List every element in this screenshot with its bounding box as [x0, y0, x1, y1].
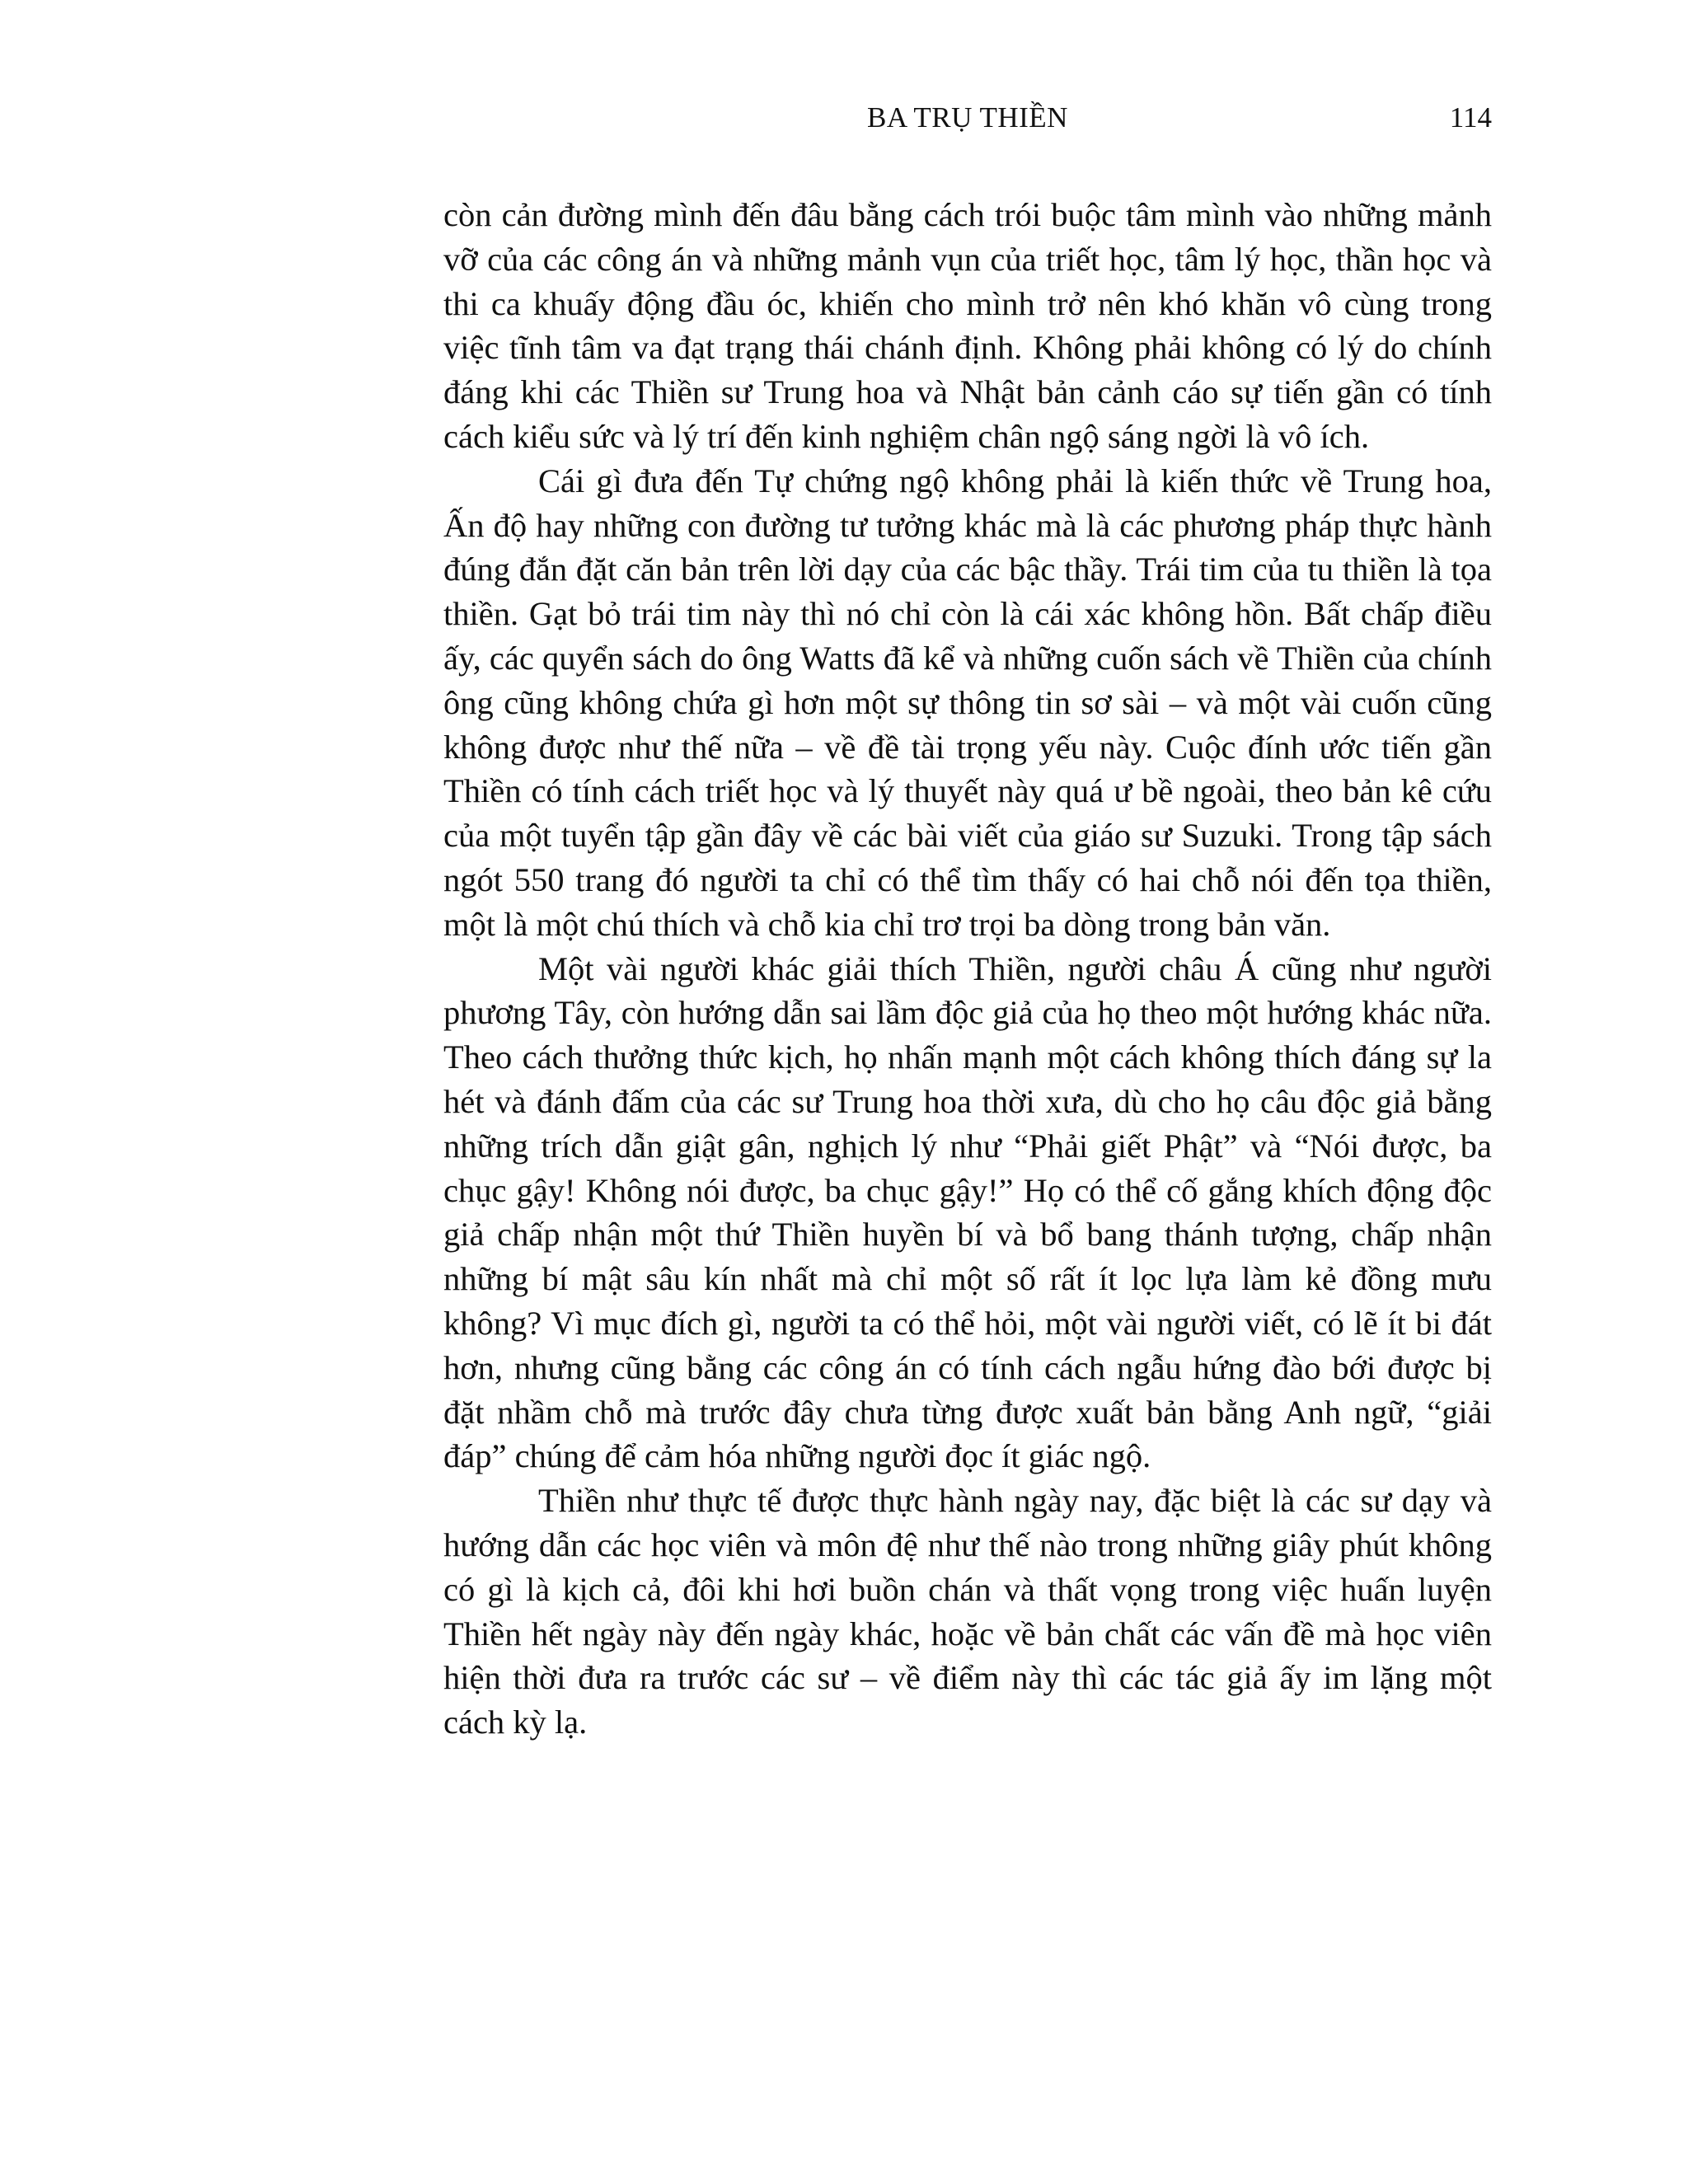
running-header [443, 97, 1492, 138]
paragraph-4: Thiền như thực tế được thực hành ngày nay, đặc biệt là các sư dạy và hướng dẫn các học viên và môn đệ như thế nào trong những giây phút không có gì là kịch cả, đôi khi hơi buồn chán và thất vọng trong việc huấn luyện Thiền hết ngày này đến ngày khác, hoặc về bản chất các vấn đề mà học viên hiện thời đưa ra trước các sư – về điểm này thì các tác giả ấy im lặng một cách kỳ lạ. [443, 1482, 1492, 1741]
paragraph-2: Cái gì đưa đến Tự chứng ngộ không phải là kiến thức về Trung hoa, Ấn độ hay những con đường tư tưởng khác mà là các phương pháp thực hành đúng đắn đặt căn bản trên lời dạy của các bậc thầy. Trái tim của tu thiền là tọa thiền. Gạt bỏ trái tim này thì nó chỉ còn là cái xác không hồn. Bất chấp điều ấy, các quyển sách do ông Watts đã kể và những cuốn sách về Thiền của chính ông cũng không chứa gì hơn một sự thông tin sơ sài – và một vài cuốn cũng không được như thế nữa – về đề tài trọng yếu này. Cuộc đính ước tiến gần Thiền có tính cách triết học và lý thuyết này quá ư bề ngoài, theo bản kê cứu của một tuyển tập gần đây về các bài viết của giáo sư Suzuki. Trong tập sách ngót 550 trang đó người ta chỉ có thể tìm thấy có hai chỗ nói đến tọa thiền, một là một chú thích và chỗ kia chỉ trơ trọi ba dòng trong bản văn. [443, 462, 1492, 943]
paragraph-1: còn cản đường mình đến đâu bằng cách trói buộc tâm mình vào những mảnh vỡ của các công án và những mảnh vụn của triết học, tâm lý học, thần học và thi ca khuấy động đầu óc, khiến cho mình trở nên khó khăn vô cùng trong việc tĩnh tâm va đạt trạng thái chánh định. Không phải không có lý do chính đáng khi các Thiền sư Trung hoa và Nhật bản cảnh cáo sự tiến gần có tính cách kiểu sức và lý trí đến kinh nghiệm chân ngộ sáng ngời là vô ích. [443, 196, 1492, 455]
body-text [443, 193, 1492, 1745]
running-title: BA TRỤ THIỀN [867, 101, 1068, 134]
paragraph-3: Một vài người khác giải thích Thiền, người châu Á cũng như người phương Tây, còn hướng dẫn sai lầm độc giả của họ theo một hướng khác nữa. Theo cách thưởng thức kịch, họ nhấn mạnh một cách không thích đáng sự la hét và đánh đấm của các sư Trung hoa thời xưa, dù cho họ câu độc giả bằng những trích dẫn giật gân, nghịch lý như “Phải giết Phật” và “Nói được, ba chục gậy! Không nói được, ba chục gậy!” Họ có thể cố gắng khích động độc giả chấp nhận một thứ Thiền huyền bí và bổ bang thánh tượng, chấp nhận những bí mật sâu kín nhất mà chỉ một số rất ít lọc lựa làm kẻ đồng mưu không? Vì mục đích gì, người ta có thể hỏi, một vài người viết, có lẽ ít bi đát hơn, nhưng cũng bằng các công án có tính cách ngẫu hứng đào bới được bị đặt nhầm chỗ mà trước đây chưa từng được xuất bản bằng Anh ngữ, “giải đáp” chúng để cảm hóa những người đọc ít giác ngộ. [443, 949, 1492, 1475]
page-number: 114 [1449, 101, 1492, 134]
